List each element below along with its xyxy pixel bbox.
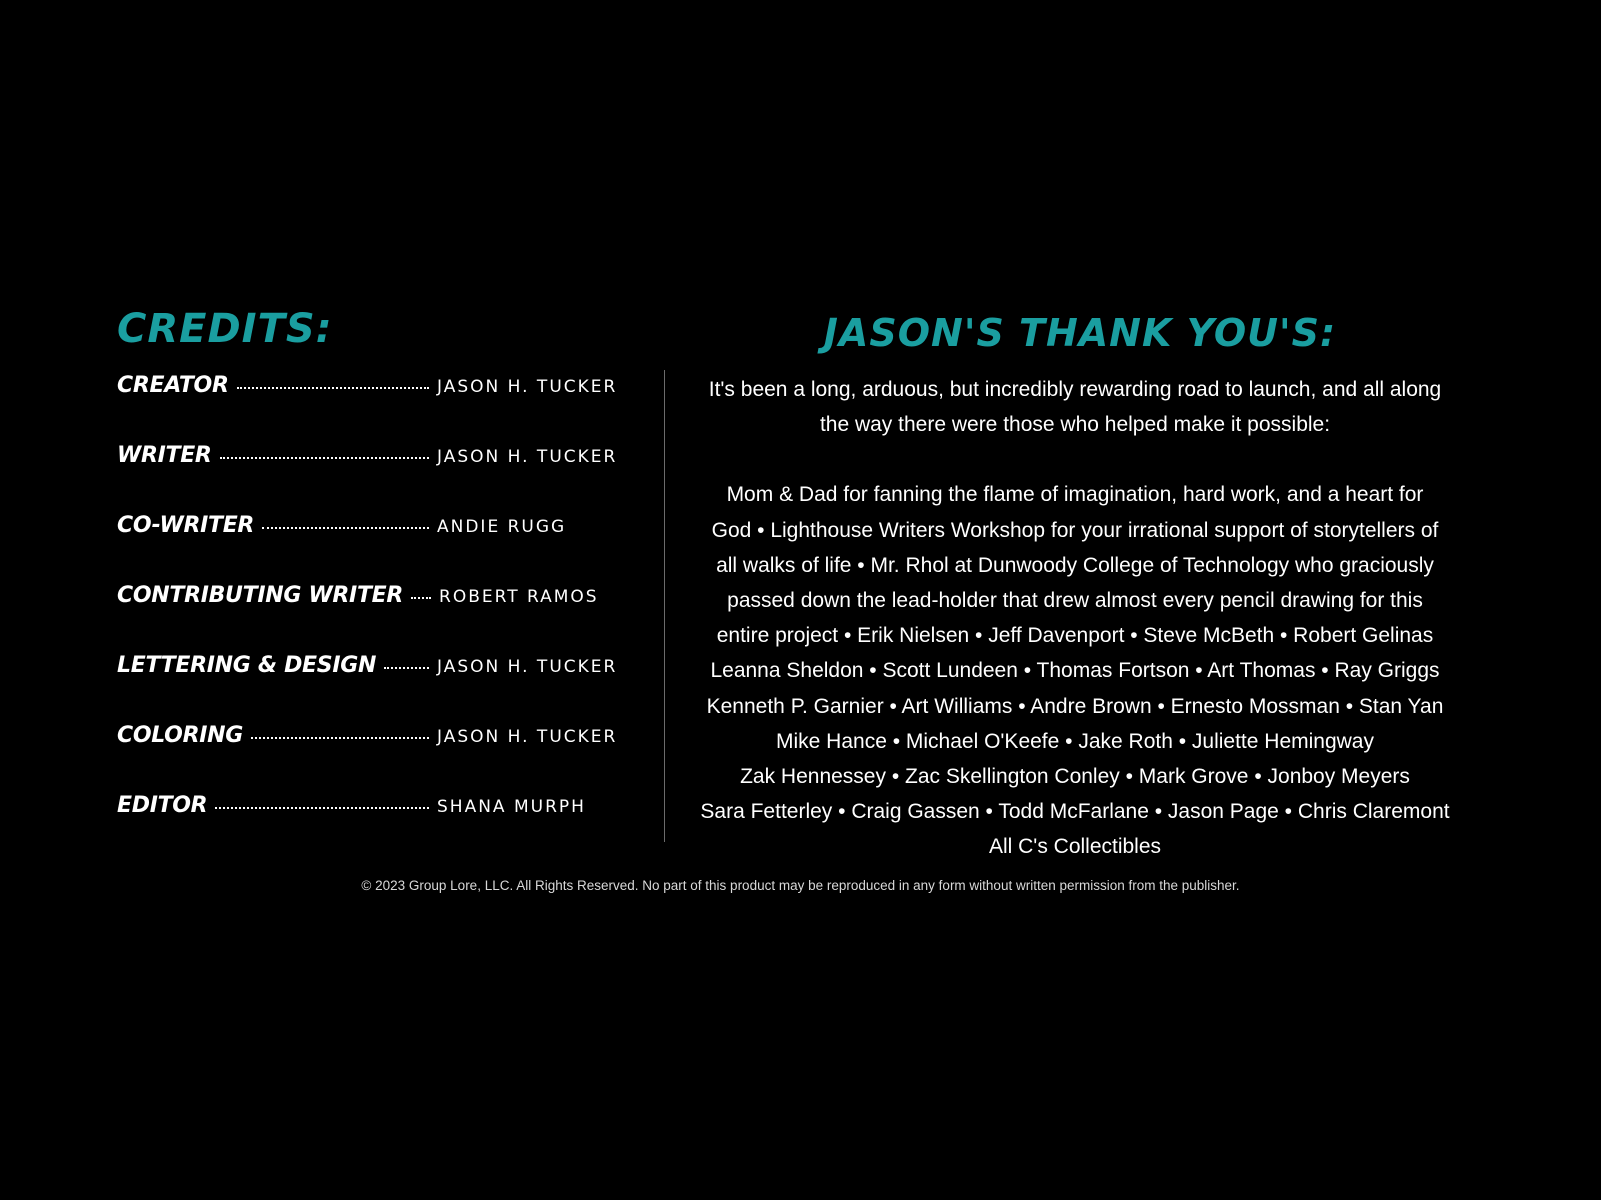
- thanks-list: [680, 477, 1470, 864]
- dot-leader: [411, 597, 431, 599]
- thanks-line: Mike Hance • Michael O'Keefe • Jake Roth • Juliette Hemingway: [776, 729, 1374, 753]
- dot-leader: [215, 807, 429, 809]
- dot-leader: [384, 667, 429, 669]
- credit-row-editor: [117, 793, 637, 863]
- thanks-line: all walks of life • Mr. Rhol at Dunwoody College of Technology who graciously: [716, 553, 1434, 577]
- thanks-intro: [680, 372, 1470, 442]
- dot-leader: [262, 527, 429, 529]
- credit-role: CO-WRITER: [117, 513, 255, 538]
- dot-leader: [251, 737, 429, 739]
- credit-role: CREATOR: [117, 373, 229, 398]
- thanks-line: the way there were those who helped make it possible:: [819, 413, 1331, 437]
- credit-role: COLORING: [117, 723, 243, 748]
- thanks-line: God • Lighthouse Writers Workshop for your irrational support of storytellers of: [711, 518, 1439, 542]
- credit-name: JASON H. TUCKER: [437, 657, 618, 677]
- thanks-line: It's been a long, arduous, but incredibly rewarding road to launch, and all along: [708, 378, 1442, 401]
- credit-role: WRITER: [117, 443, 212, 468]
- thanks-line: Sara Fetterley • Craig Gassen • Todd McFarlane • Jason Page • Chris Claremont: [700, 800, 1450, 824]
- credit-name: ROBERT RAMOS: [439, 587, 599, 607]
- thanks-line: Mom & Dad for fanning the flame of imagination, hard work, and a heart for: [726, 483, 1424, 507]
- credit-row-co-writer: [117, 513, 637, 583]
- thanks-heading: JASON'S THANK YOU'S:: [823, 311, 1337, 355]
- paragraph-spacer: [680, 442, 1470, 477]
- credits-list: [117, 373, 637, 863]
- credit-role: LETTERING & DESIGN: [117, 653, 377, 678]
- credit-row-coloring: [117, 723, 637, 793]
- credits-heading: CREDITS:: [117, 306, 333, 352]
- dot-leader: [220, 457, 429, 459]
- credit-name: JASON H. TUCKER: [437, 377, 618, 397]
- credit-role: CONTRIBUTING WRITER: [117, 583, 404, 608]
- thanks-line: entire project • Erik Nielsen • Jeff Davenport • Steve McBeth • Robert Gelinas: [716, 624, 1434, 648]
- thanks-line: All C's Collectibles: [988, 835, 1162, 859]
- credit-row-contributing-writer: [117, 583, 637, 653]
- credit-name: SHANA MURPH: [437, 797, 586, 817]
- thanks-line: passed down the lead-holder that drew almost every pencil drawing for this: [727, 589, 1423, 613]
- thanks-line: Zak Hennessey • Zac Skellington Conley • Mark Grove • Jonboy Meyers: [740, 765, 1410, 789]
- thanks-line: Leanna Sheldon • Scott Lundeen • Thomas Fortson • Art Thomas • Ray Griggs: [710, 659, 1440, 683]
- dot-leader: [237, 387, 429, 389]
- credit-name: JASON H. TUCKER: [437, 727, 618, 747]
- credit-row-creator: [117, 373, 637, 443]
- credit-row-lettering-design: [117, 653, 637, 723]
- copyright-notice: © 2023 Group Lore, LLC. All Rights Reserved. No part of this product may be reproduced in any form without written permission from the publisher.: [361, 878, 1240, 893]
- credit-role: EDITOR: [117, 793, 208, 818]
- credit-name: JASON H. TUCKER: [437, 447, 618, 467]
- credit-row-writer: [117, 443, 637, 513]
- credit-name: ANDIE RUGG: [437, 517, 567, 537]
- thanks-body: [680, 372, 1470, 865]
- column-divider: [664, 370, 665, 842]
- thanks-line: Kenneth P. Garnier • Art Williams • Andre Brown • Ernesto Mossman • Stan Yan: [706, 694, 1444, 718]
